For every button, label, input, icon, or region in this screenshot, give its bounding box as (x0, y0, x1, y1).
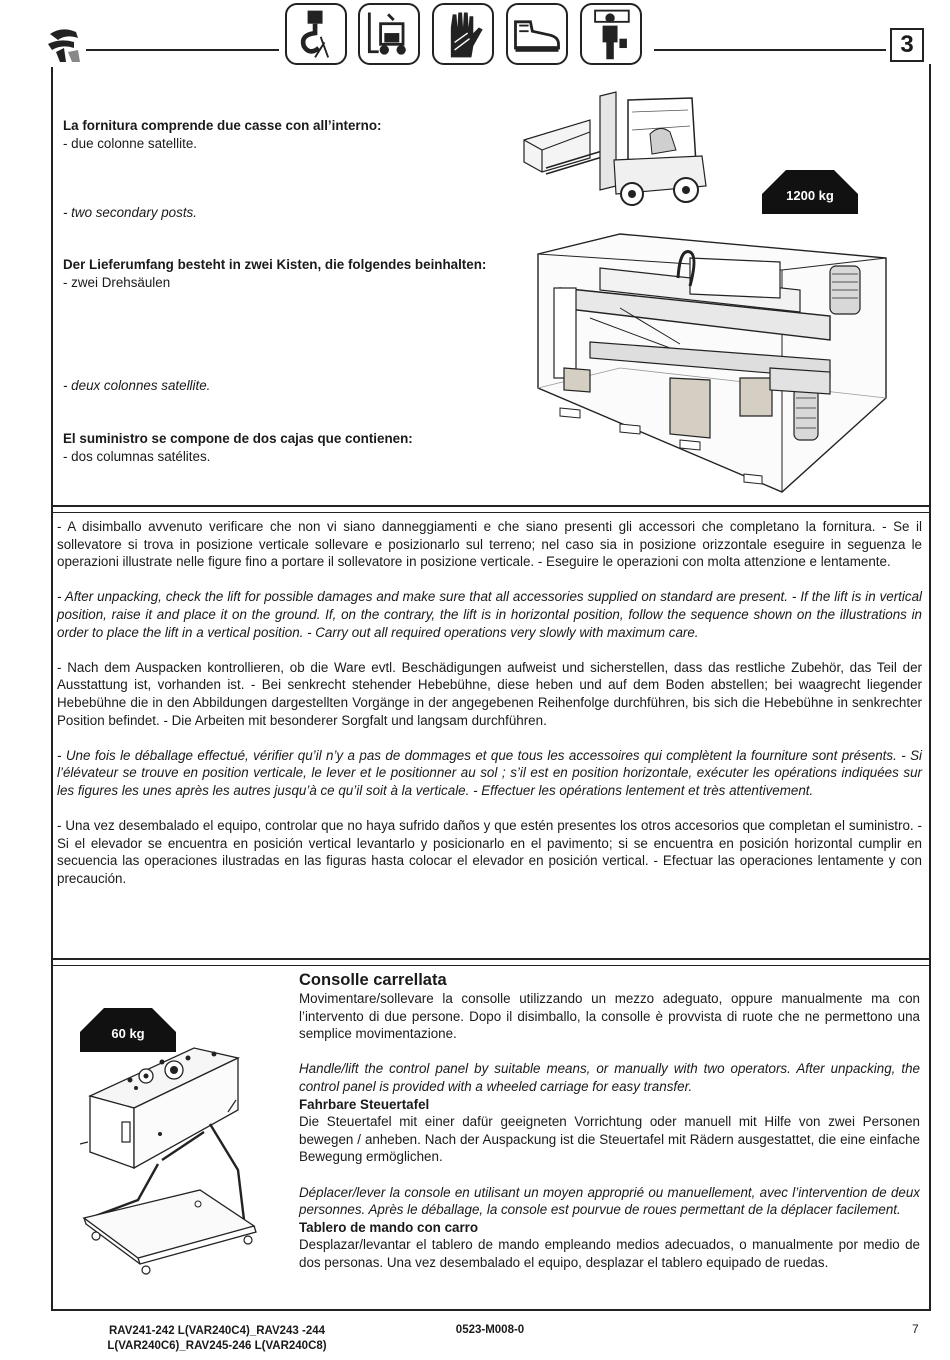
de-supply-title: Der Lieferumfang besteht in zwei Kisten, die folgendes beinhalten: (63, 257, 487, 272)
model-line-2: L(VAR240C6)_RAV245-246 L(VAR240C8) (107, 1340, 327, 1352)
console-weight-label: 60 kg (111, 1026, 145, 1041)
console-title: Consolle carrellata (299, 971, 447, 989)
en-console: Handle/lift the control panel by suitable means, or manually with two operators. After unpacking, the control panel is provided with a wheeled carriage for easy transfer. (299, 1061, 920, 1094)
fr-unpacking: - Une fois le déballage effectué, vérifier qu’il n’y a pas de dommages et que tous les accessoires qui complètent la fourniture sont présents. - Si l’élévateur se trouve en position verticale, le lever et le positionner au sol ; s’il est en position horizontale, exécuter les opérations indiquées sur les figures les unes après les autres jusqu’à ce qu’il soit à la verticale. - Effectuer les opérations lentement et très attentivement. (57, 747, 922, 798)
it-unpacking: - A disimballo avvenuto verificare che non vi siano danneggiamenti e che siano presenti gli accessori che completano la fornitura. - Se il sollevatore si trova in posizione verticale sollevare e posizionarlo sul terreno; nel caso sia in posizione orizzontale eseguire in seguenza le operazioni illustrate nelle figure fino a portare il sollevatore in posizione verticale. - Eseguire le operazioni con molta attenzione e lentamente. (57, 519, 922, 570)
crate-illustration (530, 228, 890, 496)
de-console-title: Fahrbare Steuertafel (299, 1096, 430, 1112)
operator-icon (580, 3, 642, 65)
model-line-1: RAV241-242 L(VAR240C4)_RAV243 -244 (108, 1325, 326, 1337)
it-console: Movimentare/sollevare la consolle utilizzando un mezzo adeguato, oppure manualmente ma con l’intervento di due persone. Dopo il disimballo, la consolle è provvista di ruote che ne permettono una semplice movimentazione. (299, 991, 920, 1042)
frame-right (929, 64, 931, 1310)
document-code: 0523-M008-0 (455, 1324, 525, 1336)
es-console-title: Tablero de mando con carro (299, 1219, 479, 1235)
console-cart-illustration (78, 1040, 278, 1278)
es-supply-item: - dos columnas satélites. (63, 448, 211, 464)
separator2-bottom (51, 965, 931, 966)
separator2-top (51, 958, 931, 960)
en-unpacking: - After unpacking, check the lift for possible damages and make sure that all accessories supplied on standard are present. - If the lift is in vertical position, raise it and place it on the ground. If, on the contrary, the lift is in horizontal position, follow the sequence shown on the illustrations in order to place the lift in a vertical position. - Carry out all required operations very slowly with maximum care. (57, 589, 922, 640)
forklift-illustration (520, 90, 720, 215)
it-supply-item: - due colonne satellite. (63, 135, 197, 151)
it-supply-title: La fornitura comprende due casse con all’interno: (63, 118, 382, 133)
es-console: Desplazar/levantar el tablero de mando empleando medios adecuados, o manualmente por medio de dos personas. Una vez desembalado el equipo, desplazar el tablero equipado de ruedas. (299, 1237, 920, 1270)
frame-left (51, 67, 53, 1310)
de-unpacking: - Nach dem Auspacken kontrollieren, ob die Ware evtl. Beschädigungen aufweist und sicherstellen, dass das restliche Zubehör, das Teil der Ausstattung ist, vorhanden ist. - Bei senkrecht stehender Hebebühne, diese heben und auf dem Boden abstellen; bei waagrecht liegender Hebebühne die in den Abbildungen dargestellten Vorgänge in der angegebenen Reihenfolge durchführen, bis sich die Hebebühne in senkrechter Position befindet. - Die Arbeiten mit besonderer Sorgfalt und langsam durchführen. (57, 659, 922, 728)
es-unpacking: - Una vez desembalado el equipo, controlar que no haya sufrido daños y que estén presentes los otros accesorios que completan el suministro. - Si el elevador se encuentra en posición vertical levantarlo y posicionarlo en el pavimento; si se encuentra en posición horizontal cumplir en secuencia las operaciones ilustradas en las figuras hasta colocar el elevador en posición vertical. - Efectuar las operaciones lentamente y con precaución. (57, 818, 922, 886)
forklift-weight-label: 1200 kg (786, 188, 834, 203)
forklift-weight-badge (762, 170, 858, 214)
brand-logo-icon (44, 22, 86, 66)
crane-hook-icon (285, 3, 347, 65)
safety-shoe-icon (506, 3, 568, 65)
de-console: Die Steuertafel mit einer dafür geeigneten Vorrichtung oder manuell mit Hilfe von zwei Personen bewegen / anheben. Nach der Auspackung ist die Steuertafel mit Rädern ausgestattet, die eine einfache Bewegung ermöglichen. (299, 1114, 920, 1165)
es-supply-title: El suministro se compone de dos cajas que contienen: (63, 431, 413, 446)
forklift-icon (358, 3, 420, 65)
footer-page-number: 7 (912, 1322, 919, 1336)
page-number: 3 (890, 28, 924, 62)
frame-bottom (51, 1309, 931, 1311)
de-supply-item: - zwei Drehsäulen (63, 274, 171, 290)
separator-bottom (51, 512, 931, 513)
glove-icon (432, 3, 494, 65)
separator-top (51, 505, 931, 507)
fr-supply-item: - deux colonnes satellite. (63, 378, 211, 393)
fr-console: Déplacer/lever la console en utilisant un moyen approprié ou manuellement, avec l’intervention de deux personnes. Après le déballage, la console est pourvue de roues permettant de la déplacer facilement. (299, 1184, 920, 1218)
unpacking-instructions (57, 518, 922, 887)
en-supply-item: - two secondary posts. (63, 205, 197, 220)
